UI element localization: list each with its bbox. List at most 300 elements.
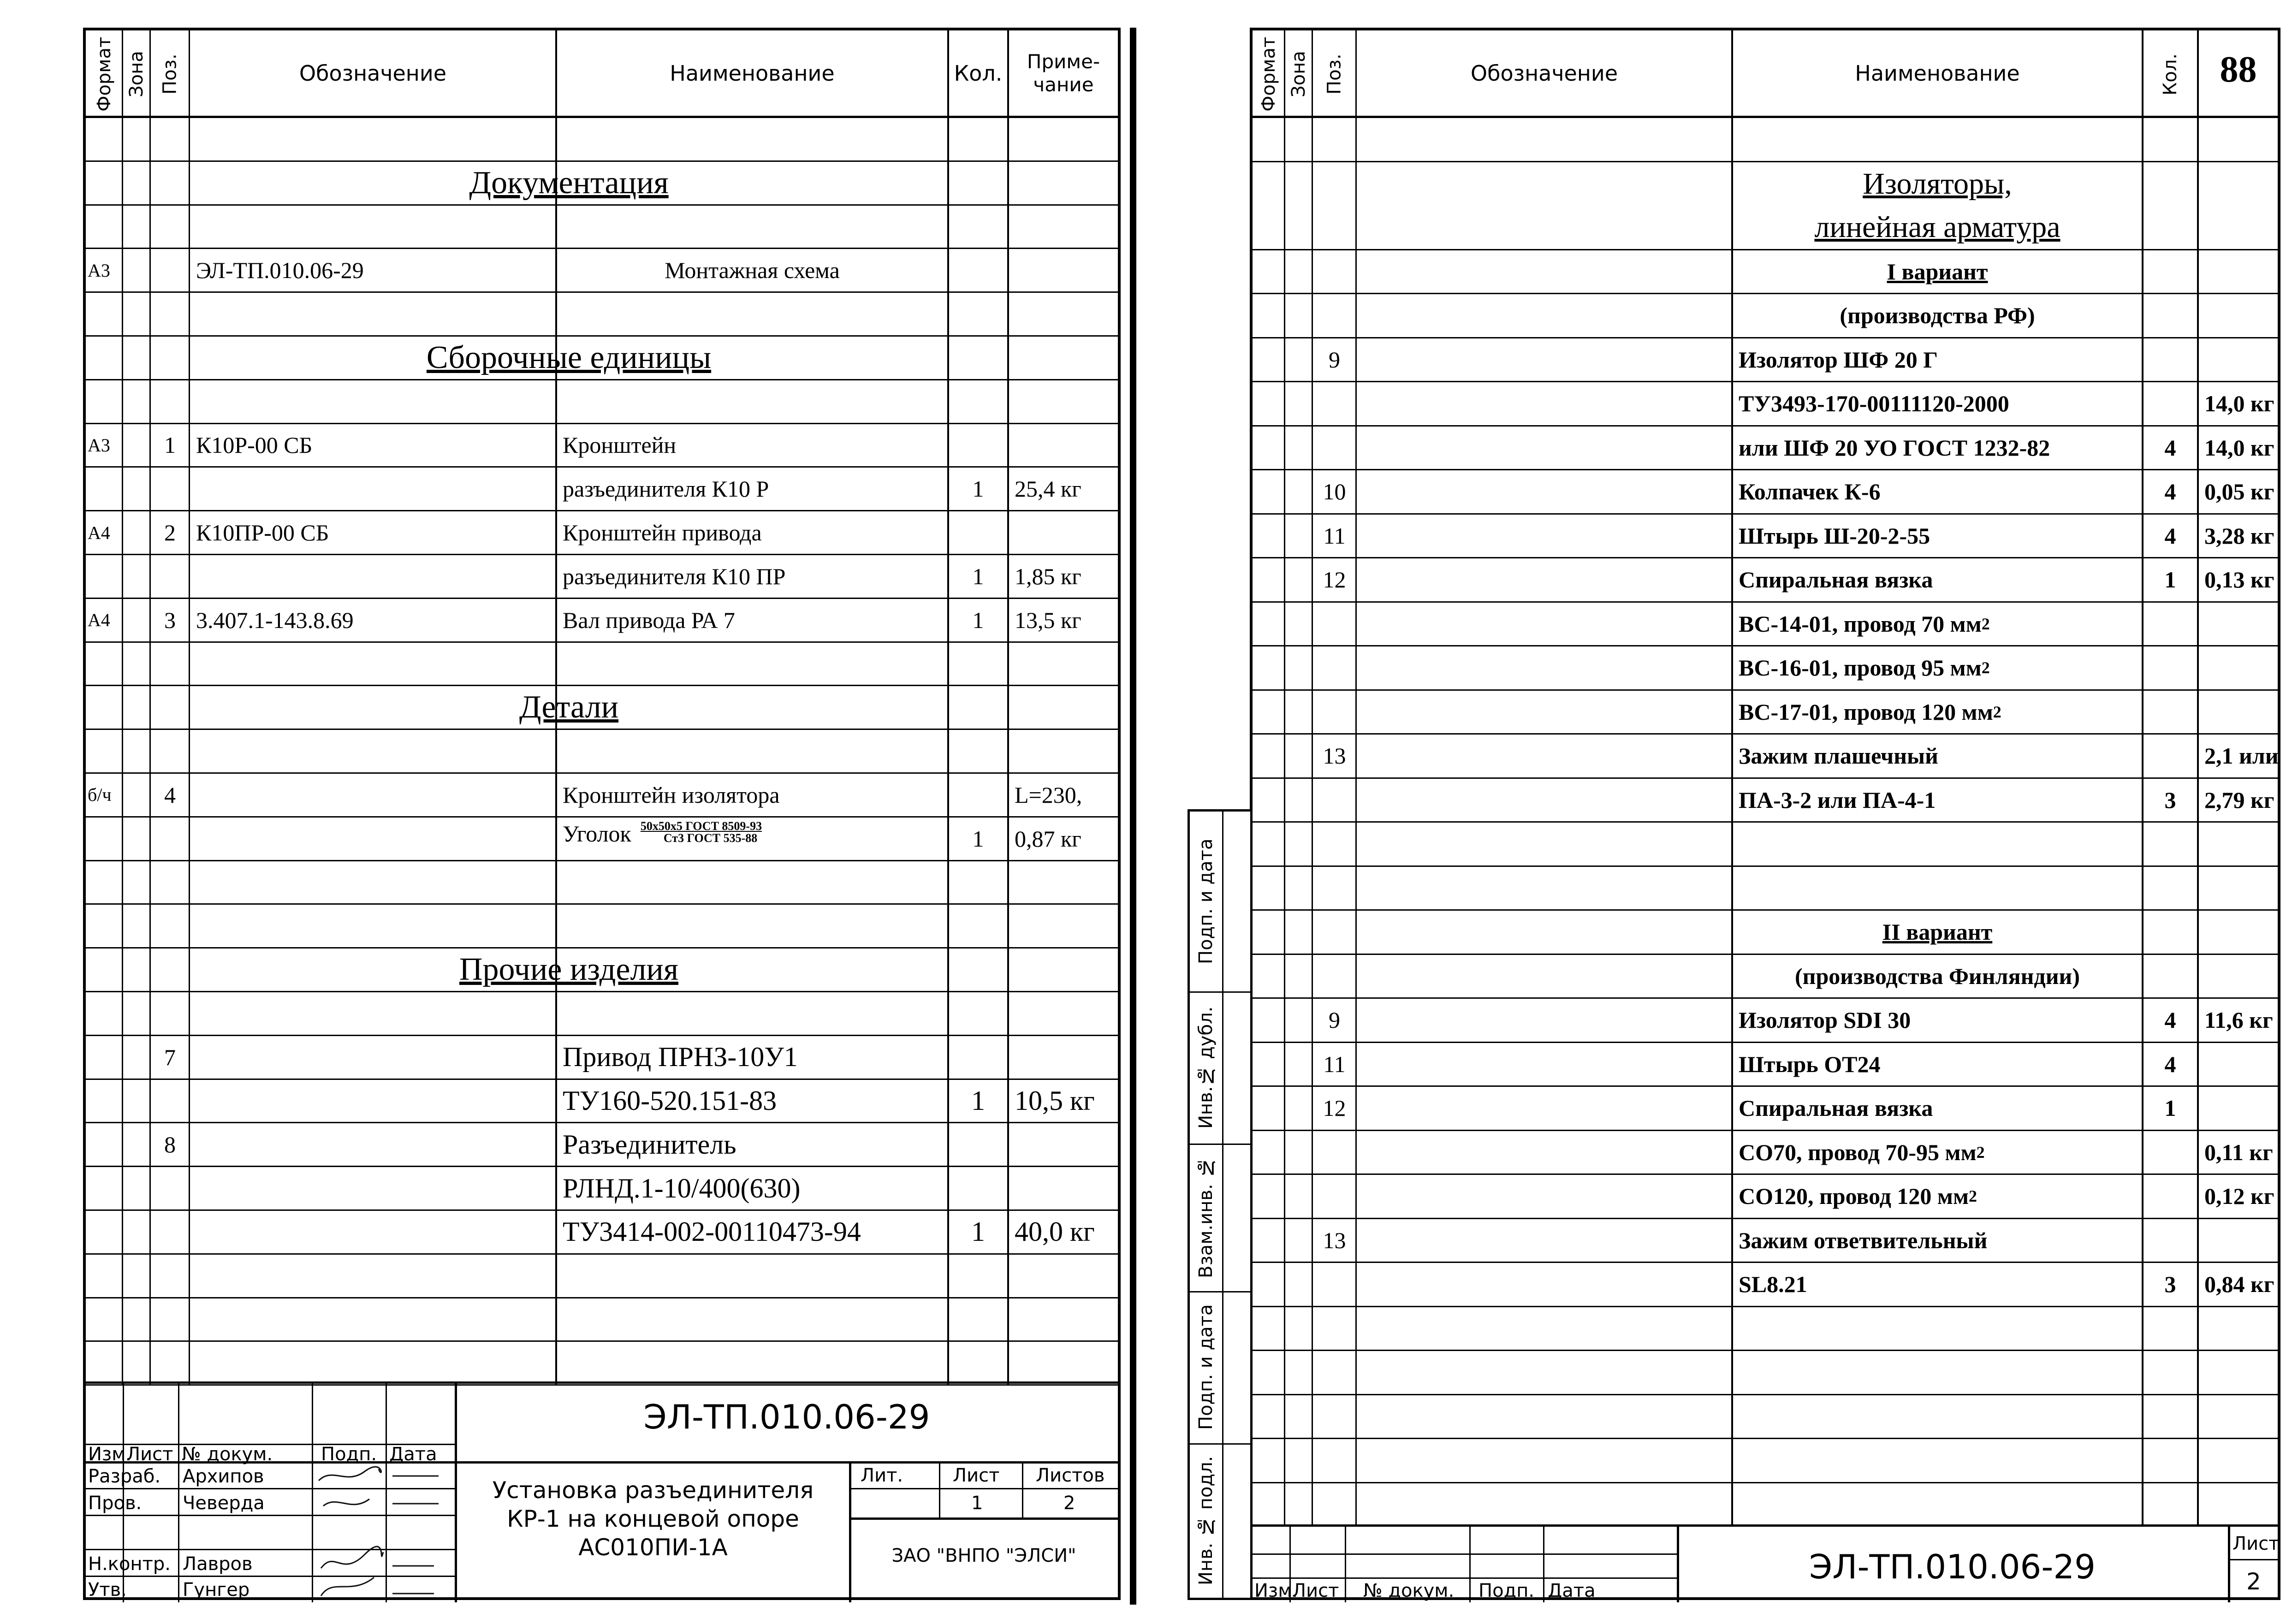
cell-name: Зажим ответвительный bbox=[1739, 1227, 1988, 1253]
table-row bbox=[86, 599, 1118, 643]
cell-format bbox=[86, 861, 123, 904]
cell-designation: К10Р-00 СБ bbox=[196, 432, 313, 458]
cell-pos: 13 bbox=[1323, 743, 1346, 769]
cell-note bbox=[2198, 1307, 2279, 1350]
table-row bbox=[1253, 646, 2278, 691]
cell-name: Вал привода РА 7 bbox=[563, 607, 735, 633]
table-row bbox=[86, 992, 1118, 1036]
cell-qty bbox=[2143, 382, 2198, 425]
cell-pos: 10 bbox=[1323, 479, 1346, 505]
header-format: Формат bbox=[1258, 36, 1279, 112]
cell-note: L=230, bbox=[1015, 782, 1082, 808]
table-row bbox=[86, 686, 1118, 730]
cell-qty bbox=[948, 686, 1008, 729]
cell-note bbox=[1008, 380, 1119, 423]
cell-note bbox=[2198, 955, 2279, 998]
cell-qty: 4 bbox=[2164, 479, 2176, 505]
cell-pos: 1 bbox=[164, 432, 176, 458]
cell-note: 1,85 кг bbox=[1015, 563, 1081, 589]
cell-format bbox=[86, 1298, 123, 1341]
cell-pos bbox=[150, 948, 190, 991]
cell-qty bbox=[2143, 603, 2198, 646]
table-row bbox=[1253, 1307, 2278, 1351]
cell-qty bbox=[2143, 1131, 2198, 1174]
cell-qty: 1 bbox=[971, 1216, 985, 1247]
cell-pos: 11 bbox=[1323, 1051, 1346, 1077]
cell-format: б/ч bbox=[88, 784, 112, 806]
stamp-inv-dubl: Инв.№ дубл. bbox=[1195, 1006, 1217, 1129]
footer-doc-code: ЭЛ-ТП.010.06-29 bbox=[1809, 1547, 2096, 1586]
superscript-squared: 2 bbox=[1993, 702, 2001, 721]
column-divider bbox=[1284, 30, 1285, 1524]
cell-name: Привод ПРНЗ-10У1 bbox=[563, 1042, 798, 1073]
name-checker: Чеверда bbox=[183, 1493, 265, 1514]
footer-list: Лист bbox=[1292, 1580, 1339, 1601]
cell-note bbox=[1008, 162, 1119, 204]
table-row bbox=[1253, 1395, 2278, 1440]
cell-name: Спиральная вязка bbox=[1739, 567, 1933, 593]
date-label: Дата bbox=[389, 1444, 437, 1465]
cell-note: 14,0 кг bbox=[2204, 391, 2274, 417]
page-number: 88 bbox=[2220, 49, 2257, 90]
cell-note bbox=[1008, 686, 1119, 729]
table-row bbox=[1253, 162, 2278, 207]
cell-note: 0,12 кг bbox=[2204, 1183, 2274, 1209]
cell-name: SL8.21 bbox=[1739, 1271, 1807, 1298]
cell-format: А3 bbox=[88, 434, 110, 456]
table-row bbox=[1253, 515, 2278, 559]
cell-qty bbox=[2143, 691, 2198, 734]
cell-designation bbox=[190, 468, 556, 510]
cell-qty bbox=[2143, 955, 2198, 998]
cell-designation bbox=[190, 861, 556, 904]
cell-note bbox=[2198, 162, 2279, 207]
cell-name bbox=[556, 1298, 948, 1341]
footer-date: Дата bbox=[1548, 1580, 1596, 1601]
cell-note bbox=[2198, 1219, 2279, 1262]
cell-note bbox=[1008, 1255, 1119, 1297]
cell-qty bbox=[948, 1255, 1008, 1297]
table-row bbox=[86, 774, 1118, 818]
cell-note bbox=[1008, 249, 1119, 291]
column-divider bbox=[149, 30, 151, 1386]
footer-stamp bbox=[1253, 1524, 2279, 1602]
lit-label: Лит. bbox=[861, 1465, 903, 1486]
cell-name bbox=[1732, 823, 2143, 865]
name-approver: Гунгер bbox=[183, 1579, 250, 1600]
table-row bbox=[86, 249, 1118, 293]
footer-izm: Изм. bbox=[1254, 1580, 1298, 1601]
cell-pos: 9 bbox=[1329, 1007, 1340, 1033]
cell-designation bbox=[190, 555, 556, 598]
binding-margin-mark bbox=[83, 360, 123, 696]
cell-name: II вариант bbox=[1882, 919, 1993, 945]
role-developer: Разраб. bbox=[88, 1466, 161, 1487]
footer-sheet-no: 2 bbox=[2246, 1568, 2261, 1595]
cell-pos bbox=[150, 1342, 190, 1384]
table-row bbox=[86, 1036, 1118, 1080]
column-divider bbox=[1355, 30, 1357, 1524]
table-row bbox=[1253, 999, 2278, 1043]
cell-pos bbox=[1312, 206, 1356, 249]
cell-pos: 7 bbox=[164, 1044, 176, 1070]
cell-note bbox=[1008, 424, 1119, 467]
column-divider bbox=[2142, 30, 2144, 1524]
cell-note bbox=[1008, 861, 1119, 904]
table-row bbox=[1253, 1131, 2278, 1175]
header-qty: Кол. bbox=[2160, 53, 2181, 95]
cell-pos bbox=[1312, 955, 1356, 998]
name-developer: Архипов bbox=[183, 1466, 264, 1487]
cell-designation bbox=[190, 1255, 556, 1297]
steel-spec: Ст3 ГОСТ 535-88 bbox=[663, 831, 758, 845]
cell-name: Кронштейн привода bbox=[563, 520, 762, 546]
cell-pos bbox=[150, 249, 190, 291]
header-pos: Поз. bbox=[1324, 53, 1345, 95]
side-stamp bbox=[1188, 809, 1253, 1600]
cell-name bbox=[556, 992, 948, 1035]
cell-qty bbox=[948, 424, 1008, 467]
cell-name: Спиральная вязка bbox=[1739, 1095, 1933, 1121]
cell-note bbox=[1008, 206, 1119, 248]
role-approver: Утв. bbox=[88, 1579, 127, 1600]
cell-name: РЛНД.1-10/400(630) bbox=[563, 1173, 801, 1203]
cell-note bbox=[2198, 603, 2279, 646]
cell-designation bbox=[190, 1036, 556, 1079]
sheets-total: 2 bbox=[1063, 1493, 1075, 1514]
cell-pos bbox=[1312, 250, 1356, 293]
cell-format bbox=[86, 948, 123, 991]
cell-name bbox=[1732, 1439, 2143, 1482]
cell-qty bbox=[2143, 338, 2198, 381]
name-text: ВС-16-01, провод 95 мм bbox=[1739, 655, 1982, 681]
column-divider bbox=[1312, 30, 1313, 1524]
cell-pos bbox=[1312, 1263, 1356, 1306]
cell-name bbox=[1732, 646, 2143, 689]
cell-qty bbox=[948, 1298, 1008, 1341]
cell-name bbox=[556, 118, 948, 160]
cell-qty bbox=[948, 380, 1008, 423]
cell-note: 14,0 кг bbox=[2204, 434, 2274, 461]
cell-designation bbox=[190, 1298, 556, 1341]
title-block bbox=[86, 1381, 1119, 1600]
cell-designation bbox=[190, 643, 556, 685]
cell-pos bbox=[150, 555, 190, 598]
cell-format bbox=[86, 1255, 123, 1297]
table-row bbox=[86, 118, 1118, 162]
cell-name: линейная арматура bbox=[1814, 210, 2060, 244]
drawing-title: Установка разъединителя КР-1 на концевой опоре АС010ПИ-1А bbox=[492, 1477, 814, 1561]
cell-pos: 12 bbox=[1323, 567, 1346, 593]
table-row bbox=[86, 1123, 1118, 1167]
cell-qty bbox=[948, 730, 1008, 772]
cell-name: Изоляторы, bbox=[1863, 167, 2012, 201]
table-row bbox=[86, 468, 1118, 511]
cell-qty bbox=[948, 992, 1008, 1035]
table-row bbox=[86, 1080, 1118, 1124]
superscript-squared: 2 bbox=[1981, 658, 1990, 677]
cell-pos bbox=[1312, 1131, 1356, 1174]
cell-pos bbox=[1312, 118, 1356, 161]
cell-designation bbox=[190, 774, 556, 816]
cell-designation bbox=[190, 293, 556, 335]
cell-qty bbox=[2143, 206, 2198, 249]
cell-name: ТУ3414-002-00110473-94 bbox=[563, 1216, 861, 1247]
cell-name: Кронштейн bbox=[563, 432, 677, 458]
cell-pos bbox=[1312, 1307, 1356, 1350]
cell-pos bbox=[150, 468, 190, 510]
table-row bbox=[1253, 691, 2278, 735]
header-name: Наименование bbox=[1855, 60, 2020, 86]
cell-pos bbox=[1312, 162, 1356, 207]
cell-pos bbox=[1312, 646, 1356, 689]
cell-qty bbox=[2143, 294, 2198, 337]
cell-pos bbox=[150, 1211, 190, 1253]
cell-name bbox=[556, 380, 948, 423]
cell-note bbox=[2198, 338, 2279, 381]
table-row bbox=[1253, 294, 2278, 338]
table-row bbox=[86, 861, 1118, 905]
cell-note bbox=[2198, 1395, 2279, 1438]
cell-qty bbox=[2143, 823, 2198, 865]
table-row bbox=[1253, 558, 2278, 603]
header-qty: Кол. bbox=[954, 60, 1003, 86]
stamp-inv-podl: Инв. № подл. bbox=[1195, 1456, 1217, 1585]
superscript-squared: 2 bbox=[1969, 1187, 1977, 1206]
cell-qty bbox=[2143, 1219, 2198, 1262]
cell-qty bbox=[948, 293, 1008, 335]
section-heading: Прочие изделия bbox=[459, 952, 679, 988]
cell-designation bbox=[190, 1123, 556, 1166]
sheet-label: Лист bbox=[953, 1465, 1000, 1486]
superscript-squared: 2 bbox=[1981, 614, 1990, 633]
cell-note bbox=[1008, 1036, 1119, 1079]
cell-qty bbox=[948, 1167, 1008, 1209]
cell-pos bbox=[150, 206, 190, 248]
cell-qty bbox=[948, 1123, 1008, 1166]
header-zone: Зона bbox=[126, 51, 147, 98]
table-row bbox=[86, 293, 1118, 337]
table-row bbox=[1253, 1175, 2278, 1219]
cell-pos: 12 bbox=[1323, 1095, 1346, 1121]
cell-name bbox=[556, 643, 948, 685]
cell-note bbox=[2198, 1351, 2279, 1394]
cell-qty bbox=[948, 337, 1008, 379]
cell-note: 2,1 или bbox=[2204, 743, 2279, 769]
cell-pos bbox=[150, 1167, 190, 1209]
cell-pos: 2 bbox=[164, 520, 176, 546]
cell-format bbox=[86, 730, 123, 772]
cell-qty bbox=[2143, 867, 2198, 910]
cell-qty: 1 bbox=[2164, 1095, 2176, 1121]
section-heading: Детали bbox=[519, 689, 619, 725]
cell-format bbox=[86, 162, 123, 204]
cell-designation bbox=[190, 818, 556, 860]
table-row bbox=[86, 206, 1118, 249]
cell-note bbox=[2198, 250, 2279, 293]
cell-qty bbox=[2143, 911, 2198, 954]
table-row bbox=[1253, 470, 2278, 515]
cell-note: 40,0 кг bbox=[1015, 1216, 1095, 1247]
cell-note bbox=[2198, 911, 2279, 954]
cell-pos bbox=[150, 818, 190, 860]
table-row bbox=[1253, 118, 2278, 162]
cell-note bbox=[1008, 1167, 1119, 1209]
sign-label: Подп. bbox=[321, 1444, 377, 1465]
cell-designation bbox=[190, 905, 556, 947]
cell-pos bbox=[150, 905, 190, 947]
name-text: ВС-14-01, провод 70 мм bbox=[1739, 610, 1982, 637]
cell-note: 10,5 кг bbox=[1015, 1085, 1095, 1116]
table-row bbox=[1253, 1087, 2278, 1131]
cell-pos bbox=[150, 380, 190, 423]
cell-name bbox=[1732, 1131, 2143, 1174]
table-header bbox=[86, 30, 1118, 118]
cell-note bbox=[1008, 118, 1119, 160]
cell-qty bbox=[2143, 735, 2198, 777]
table-row bbox=[1253, 735, 2278, 779]
cell-qty: 1 bbox=[2164, 567, 2176, 593]
cell-qty bbox=[948, 162, 1008, 204]
cell-name: ТУ3493-170-00111120-2000 bbox=[1739, 391, 2009, 417]
cell-note bbox=[1008, 1342, 1119, 1384]
table-header bbox=[1253, 30, 2278, 118]
name-norm-control: Лавров bbox=[183, 1553, 253, 1575]
cell-format bbox=[86, 206, 123, 248]
footer-doc: № докум. bbox=[1363, 1580, 1455, 1601]
cell-note: 0,84 кг bbox=[2204, 1271, 2274, 1298]
cell-qty bbox=[2143, 646, 2198, 689]
table-row bbox=[1253, 1219, 2278, 1263]
cell-name bbox=[556, 1255, 948, 1297]
table-row bbox=[1253, 1439, 2278, 1483]
cell-name bbox=[1732, 603, 2143, 646]
cell-name bbox=[556, 818, 948, 860]
stamp-sign-date-2: Подп. и дата bbox=[1195, 1304, 1217, 1430]
cell-note bbox=[1008, 992, 1119, 1035]
cell-note bbox=[2198, 1087, 2279, 1130]
cell-designation: 3.407.1-143.8.69 bbox=[196, 607, 354, 633]
cell-name bbox=[1732, 691, 2143, 734]
table-row bbox=[86, 1255, 1118, 1298]
cell-format: А3 bbox=[88, 260, 110, 281]
cell-qty bbox=[948, 249, 1008, 291]
cell-note bbox=[1008, 1298, 1119, 1341]
cell-qty: 1 bbox=[972, 607, 984, 633]
cell-note: 11,6 кг bbox=[2204, 1007, 2273, 1033]
cell-name: Изолятор SDI 30 bbox=[1739, 1007, 1911, 1033]
cell-name bbox=[1732, 1351, 2143, 1394]
cell-qty bbox=[948, 905, 1008, 947]
cell-name: разъединителя К10 Р bbox=[563, 476, 769, 502]
table-row bbox=[86, 162, 1118, 206]
cell-qty bbox=[948, 948, 1008, 991]
signatures bbox=[314, 1462, 452, 1600]
table-row bbox=[86, 424, 1118, 468]
cell-pos bbox=[150, 1080, 190, 1122]
cell-pos: 8 bbox=[164, 1132, 176, 1158]
cell-format bbox=[86, 992, 123, 1035]
table-row bbox=[86, 905, 1118, 948]
header-name: Наименование bbox=[670, 60, 835, 86]
cell-designation bbox=[190, 1342, 556, 1384]
cell-qty bbox=[948, 861, 1008, 904]
cell-note: 3,28 кг bbox=[2204, 522, 2274, 549]
cell-qty bbox=[2143, 162, 2198, 207]
footer-sign: Подп. bbox=[1479, 1580, 1535, 1601]
header-format: Формат bbox=[94, 36, 115, 112]
column-divider bbox=[2197, 30, 2199, 1524]
cell-qty bbox=[2143, 250, 2198, 293]
cell-pos: 13 bbox=[1323, 1227, 1346, 1253]
cell-designation bbox=[190, 1080, 556, 1122]
cell-note bbox=[1008, 643, 1119, 685]
table-row bbox=[1253, 206, 2278, 250]
cell-pos bbox=[150, 162, 190, 204]
cell-pos bbox=[150, 337, 190, 379]
cell-pos bbox=[150, 686, 190, 729]
table-row bbox=[86, 1342, 1118, 1386]
table-row bbox=[86, 948, 1118, 992]
name-text: СО70, провод 70-95 мм bbox=[1739, 1139, 1977, 1165]
cell-name: Кронштейн изолятора bbox=[563, 782, 780, 808]
table-row bbox=[1253, 955, 2278, 999]
cell-pos bbox=[1312, 779, 1356, 822]
role-checker: Пров. bbox=[88, 1493, 142, 1514]
name-text: СО120, провод 120 мм bbox=[1739, 1183, 1969, 1209]
cell-note bbox=[2198, 1439, 2279, 1482]
sheets-label: Листов bbox=[1036, 1465, 1105, 1486]
cell-qty bbox=[948, 206, 1008, 248]
doc-no-label: № докум. bbox=[182, 1444, 273, 1465]
table-row bbox=[86, 1167, 1118, 1211]
table-row bbox=[1253, 1263, 2278, 1307]
cell-qty: 4 bbox=[2164, 522, 2176, 549]
cell-name: (производства Финляндии) bbox=[1795, 963, 2080, 989]
cell-qty bbox=[2143, 1307, 2198, 1350]
spec-sheet-2 bbox=[1250, 28, 2280, 1600]
cell-pos: 9 bbox=[1329, 346, 1340, 373]
cell-designation bbox=[190, 380, 556, 423]
cell-qty bbox=[2143, 118, 2198, 161]
cell-pos bbox=[150, 1255, 190, 1297]
table-row bbox=[1253, 823, 2278, 867]
header-pos: Поз. bbox=[159, 53, 181, 95]
cell-name: Разъединитель bbox=[563, 1129, 736, 1160]
cell-qty bbox=[948, 1342, 1008, 1384]
cell-note: 25,4 кг bbox=[1015, 476, 1081, 502]
cell-pos bbox=[1312, 911, 1356, 954]
cell-name bbox=[556, 905, 948, 947]
cell-format bbox=[86, 905, 123, 947]
table-row bbox=[86, 1298, 1118, 1342]
cell-format: А4 bbox=[88, 610, 110, 631]
cell-note bbox=[1008, 293, 1119, 335]
cell-qty: 4 bbox=[2164, 1007, 2176, 1033]
cell-designation: К10ПР-00 СБ bbox=[196, 520, 329, 546]
cell-note: 0,11 кг bbox=[2204, 1139, 2273, 1165]
cell-note bbox=[2198, 118, 2279, 161]
cell-designation bbox=[190, 118, 556, 160]
cell-qty: 4 bbox=[2164, 434, 2176, 461]
cell-qty: 1 bbox=[972, 476, 984, 502]
cell-pos bbox=[150, 992, 190, 1035]
cell-note: 2,79 кг bbox=[2204, 787, 2274, 813]
table-row bbox=[1253, 603, 2278, 647]
table-row bbox=[86, 1211, 1118, 1255]
cell-note bbox=[2198, 691, 2279, 734]
header-designation: Обозначение bbox=[1470, 60, 1618, 86]
